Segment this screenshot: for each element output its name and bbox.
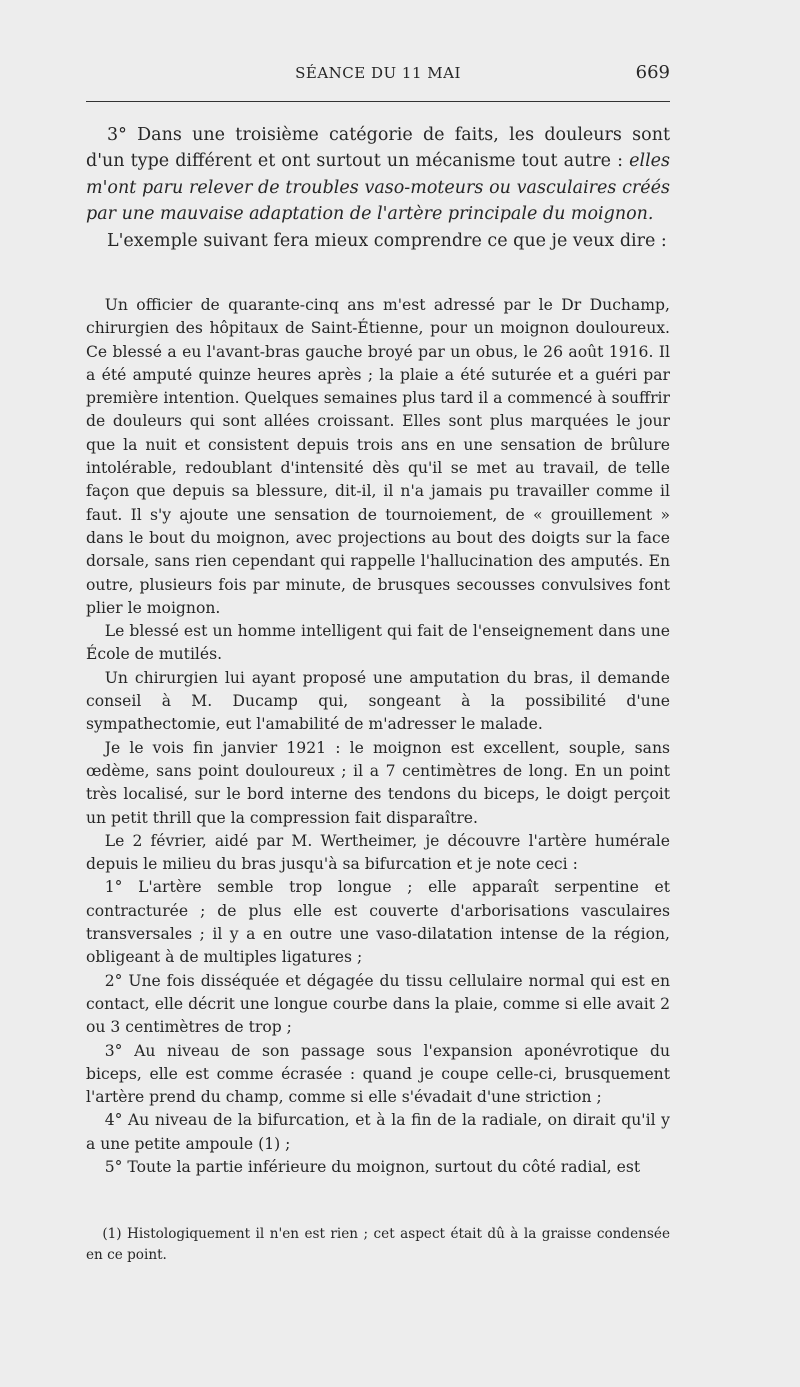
case-paragraph: Je le vois fin janvier 1921 : le moignon est excellent, souple, sans œdème, sans point douloureux ; il a 7 centimètres de long. En un point très localisé, sur le bord interne des tendons du biceps, le doigt perçoit un petit thrill que la compression fait disparaître. <box>86 738 670 827</box>
header-rule <box>86 101 670 102</box>
case-report <box>86 294 670 1179</box>
case-paragraph: 3° Au niveau de son passage sous l'expansion aponévrotique du biceps, elle est comme écrasée : quand je coupe celle-ci, brusquement l'artère prend du champ, comme si elle s'évadait d'une striction ; <box>86 1041 670 1107</box>
intro-paragraph-1-plain: 3° Dans une troisième catégorie de faits, les douleurs sont d'un type différent et ont surtout un mécanisme tout autre : <box>86 125 670 172</box>
intro-paragraph-1-italic: elles m'ont paru relever de troubles vaso-moteurs ou vasculaires créés par une mauvaise adaptation de l'artère principale du moignon. <box>86 151 670 225</box>
page-number: 669 <box>635 62 670 83</box>
case-paragraph: Le blessé est un homme intelligent qui fait de l'enseignement dans une École de mutilés. <box>86 622 670 664</box>
case-paragraph: Un officier de quarante-cinq ans m'est adressé par le Dr Duchamp, chirurgien des hôpitaux de Saint-Étienne, pour un moignon douloureux. Ce blessé a eu l'avant-bras gauche broyé par un obus, le 26 août 1916. Il a été amputé quinze heures après ; la plaie a été suturée et a guéri par première intention. Quelques semaines plus tard il a commencé à souffrir de douleurs qui sont allées croissant. Elles sont plus marquées le jour que la nuit et consistent depuis trois ans en une sensation de brûlure intolérable, redoublant d'intensité dès qu'il se met au travail, de telle façon que depuis sa blessure, dit-il, il n'a jamais pu travailler comme il faut. Il s'y ajoute une sensation de tournoiement, de « grouillement » dans le bout du moignon, avec projections au bout des doigts sur la face dorsale, sans rien cependant qui rappelle l'hallucination des amputés. En outre, plusieurs fois par minute, de brusques secousses convulsives font plier le moignon. <box>86 296 670 617</box>
case-paragraph: 2° Une fois disséquée et dégagée du tissu cellulaire normal qui est en contact, elle décrit une longue courbe dans la plaie, comme si elle avait 2 ou 3 centimètres de trop ; <box>86 971 670 1037</box>
case-paragraph: Le 2 février, aidé par M. Wertheimer, je découvre l'artère humérale depuis le milieu du bras jusqu'à sa bifurcation et je note ceci : <box>86 831 670 874</box>
intro-text <box>86 122 670 254</box>
intro-paragraph-2: L'exemple suivant fera mieux comprendre ce que je veux dire : <box>107 230 667 251</box>
footnote <box>86 1224 670 1266</box>
intro-paragraph-1 <box>86 122 670 228</box>
case-paragraph: 1° L'artère semble trop longue ; elle apparaît serpentine et contracturée ; de plus elle est couverte d'arborisations vasculaires transversales ; il y a en outre une vaso-dilatation intense de la région, obligeant à de multiples ligatures ; <box>86 878 670 967</box>
footnote-text: (1) Histologiquement il n'en est rien ; cet aspect était dû à la graisse condensée en ce point. <box>86 1226 670 1263</box>
case-paragraph: 4° Au niveau de la bifurcation, et à la fin de la radiale, on dirait qu'il y a une petite ampoule (1) ; <box>86 1111 670 1153</box>
case-paragraph: Un chirurgien lui ayant proposé une amputation du bras, il demande conseil à M. Ducamp qui, songeant à la possibilité d'une sympathectomie, eut l'amabilité de m'adresser le malade. <box>86 668 670 734</box>
page-header <box>86 62 670 86</box>
case-paragraph: 5° Toute la partie inférieure du moignon, surtout du côté radial, est <box>104 1157 641 1176</box>
running-title: SÉANCE DU 11 MAI <box>295 64 461 82</box>
